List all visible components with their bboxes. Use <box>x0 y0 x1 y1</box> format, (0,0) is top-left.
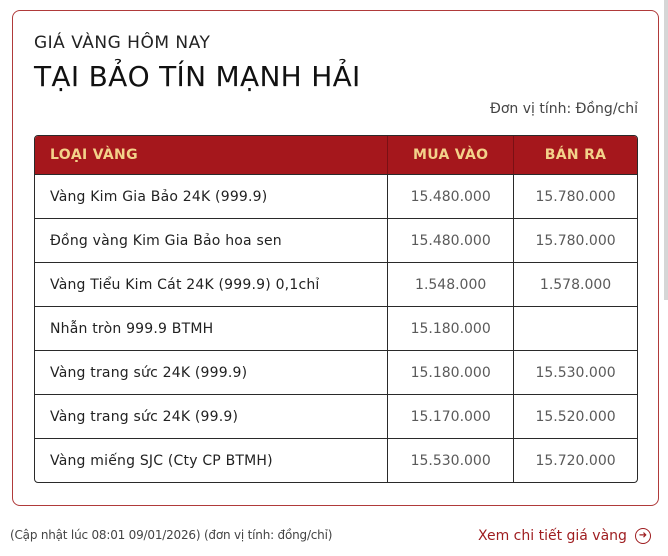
table-row <box>35 174 637 218</box>
gold-type-cell: Nhẫn tròn 999.9 BTMH <box>35 306 387 350</box>
buy-price-cell: 15.480.000 <box>387 174 513 218</box>
sell-price-cell: 15.530.000 <box>513 350 637 394</box>
card-subtitle: GIÁ VÀNG HÔM NAY <box>34 33 211 53</box>
gold-type-cell: Vàng trang sức 24K (99.9) <box>35 394 387 438</box>
column-header-sell: BÁN RA <box>513 136 637 174</box>
unit-label: Đơn vị tính: Đồng/chỉ <box>489 101 638 117</box>
column-header-buy: MUA VÀO <box>387 136 513 174</box>
update-note: (Cập nhật lúc 08:01 09/01/2026) (đơn vị tính: đồng/chỉ) <box>10 528 333 542</box>
table-row <box>35 306 637 350</box>
scrollbar[interactable] <box>664 0 668 300</box>
gold-price-table <box>34 135 638 483</box>
buy-price-cell: 15.180.000 <box>387 306 513 350</box>
table-row <box>35 262 637 306</box>
gold-type-cell: Đồng vàng Kim Gia Bảo hoa sen <box>35 218 387 262</box>
buy-price-cell: 15.170.000 <box>387 394 513 438</box>
card-title: TẠI BẢO TÍN MẠNH HẢI <box>34 60 361 93</box>
sell-price-cell <box>513 306 637 350</box>
sell-price-cell: 15.780.000 <box>513 174 637 218</box>
table-row <box>35 438 637 482</box>
column-header-type: LOẠI VÀNG <box>35 136 387 174</box>
view-gold-price-details-link[interactable] <box>478 528 651 544</box>
sell-price-cell: 1.578.000 <box>513 262 637 306</box>
table-row <box>35 394 637 438</box>
gold-type-cell: Vàng trang sức 24K (999.9) <box>35 350 387 394</box>
sell-price-cell: 15.520.000 <box>513 394 637 438</box>
view-details-label: Xem chi tiết giá vàng <box>478 528 627 544</box>
table-header-row <box>35 136 637 174</box>
buy-price-cell: 1.548.000 <box>387 262 513 306</box>
gold-type-cell: Vàng miếng SJC (Cty CP BTMH) <box>35 438 387 482</box>
buy-price-cell: 15.180.000 <box>387 350 513 394</box>
table-row <box>35 350 637 394</box>
sell-price-cell: 15.720.000 <box>513 438 637 482</box>
gold-type-cell: Vàng Tiểu Kim Cát 24K (999.9) 0,1chỉ <box>35 262 387 306</box>
buy-price-cell: 15.530.000 <box>387 438 513 482</box>
table-row <box>35 218 637 262</box>
sell-price-cell: 15.780.000 <box>513 218 637 262</box>
arrow-right-circle-icon: ➜ <box>635 528 651 544</box>
gold-type-cell: Vàng Kim Gia Bảo 24K (999.9) <box>35 174 387 218</box>
buy-price-cell: 15.480.000 <box>387 218 513 262</box>
